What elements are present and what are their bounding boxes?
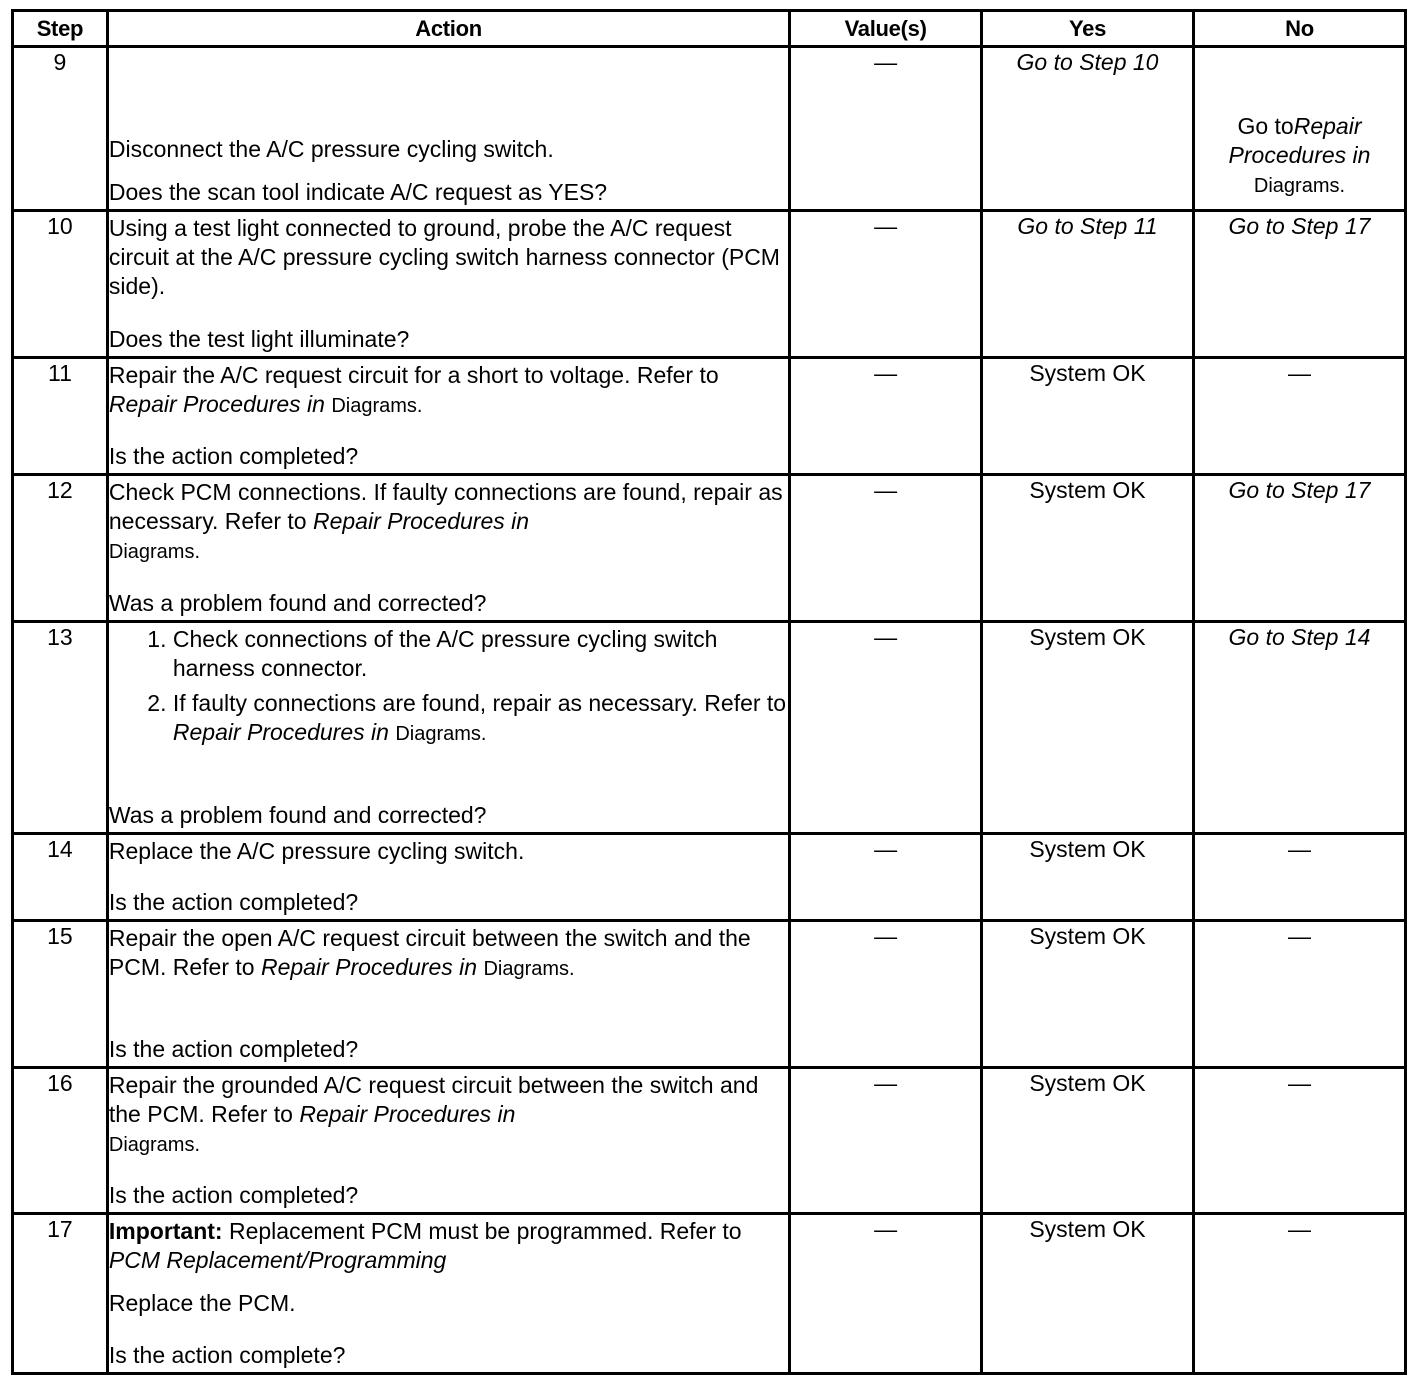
action-text <box>109 924 788 984</box>
step-number <box>13 1214 108 1374</box>
action-text-prefix: If faulty connections are found, repair as necessary. Refer to <box>172 690 787 716</box>
action-ref: Repair Procedures in <box>172 719 389 745</box>
list-item <box>173 689 788 749</box>
action-ref: Repair Procedures in <box>299 1101 516 1127</box>
action-cell <box>107 834 789 921</box>
important-note <box>109 1217 788 1275</box>
action-steps-list <box>109 625 788 749</box>
action-text-prefix: Repair the A/C request circuit for a short to voltage. Refer to <box>108 362 719 388</box>
no-cell: — <box>1193 1214 1405 1374</box>
step-number-text: 12 <box>47 477 73 503</box>
step-number <box>13 622 108 834</box>
step-row-14 <box>13 834 1406 921</box>
header-yes: Yes <box>982 11 1194 47</box>
no-cell: — <box>1193 1068 1405 1214</box>
action-text-prefix: Repair the open A/C request circuit between the switch and the PCM. Refer to <box>108 925 751 980</box>
value-cell: — <box>790 358 982 475</box>
value-cell: — <box>790 834 982 921</box>
action-suffix: Diagrams. <box>395 723 487 745</box>
action-question: Does the test light illuminate? <box>108 326 410 352</box>
step-number-text: 11 <box>47 360 72 386</box>
header-values: Value(s) <box>790 11 982 47</box>
step-row-10 <box>13 211 1406 358</box>
action-cell <box>107 921 789 1068</box>
no-cell: Go to Step 17 <box>1193 475 1405 622</box>
yes-cell: System OK <box>982 358 1194 475</box>
action-cell <box>107 211 789 358</box>
step-number <box>13 921 108 1068</box>
action-text-prefix: Check PCM connections. If faulty connections are found, repair as necessary. Refer to <box>108 479 783 534</box>
step-row-17 <box>13 1214 1406 1374</box>
important-ref: PCM Replacement/Programming <box>108 1247 447 1273</box>
action-question: Was a problem found and corrected? <box>108 802 487 828</box>
no-cell: Go to Step 17 <box>1193 211 1405 358</box>
step-number <box>13 211 108 358</box>
action-cell <box>107 622 789 834</box>
step-number <box>13 834 108 921</box>
yes-cell: System OK <box>982 1068 1194 1214</box>
value-cell: — <box>790 211 982 358</box>
step-row-9 <box>13 47 1406 211</box>
step-number-text: 10 <box>47 213 73 239</box>
action-text-prefix: Repair the grounded A/C request circuit between the switch and the PCM. Refer to <box>108 1072 759 1127</box>
header-no: No <box>1193 11 1405 47</box>
step-row-11 <box>13 358 1406 475</box>
step-row-15 <box>13 921 1406 1068</box>
action-text <box>109 478 788 567</box>
action-cell <box>107 47 789 211</box>
yes-cell: Go to Step 10 <box>982 47 1194 211</box>
action-question: Does the scan tool indicate A/C request as YES? <box>108 179 608 205</box>
step-number-text: 15 <box>47 923 73 949</box>
action-ref: Repair Procedures in <box>108 391 325 417</box>
yes-cell: Go to Step 11 <box>982 211 1194 358</box>
step-number <box>13 47 108 211</box>
action-suffix: Diagrams. <box>331 395 423 417</box>
yes-cell: System OK <box>982 622 1194 834</box>
no-cell: — <box>1193 921 1405 1068</box>
action-cell <box>107 1068 789 1214</box>
yes-cell: System OK <box>982 475 1194 622</box>
value-cell: — <box>790 1214 982 1374</box>
step-row-12 <box>13 475 1406 622</box>
step-row-16 <box>13 1068 1406 1214</box>
header-action: Action <box>107 11 789 47</box>
no-cell: — <box>1193 834 1405 921</box>
no-cell <box>1193 47 1405 211</box>
yes-cell: System OK <box>982 834 1194 921</box>
step-number-text: 13 <box>47 624 73 650</box>
no-goto-prefix: Go to <box>1237 113 1294 139</box>
step-number-text: 9 <box>53 49 67 75</box>
action-question: Is the action completed? <box>108 889 359 915</box>
action-text: Using a test light connected to ground, probe the A/C request circuit at the A/C pressure cycling switch harness connector (PCM side). <box>108 215 780 299</box>
important-text: Replacement PCM must be programmed. Refer to <box>228 1218 742 1244</box>
action-text: Replace the PCM. <box>108 1290 296 1316</box>
no-goto-suffix: Diagrams. <box>1253 175 1346 197</box>
header-row <box>13 11 1406 47</box>
action-suffix: Diagrams. <box>108 1134 201 1156</box>
no-cell: Go to Step 14 <box>1193 622 1405 834</box>
yes-cell: System OK <box>982 921 1194 1068</box>
action-question: Is the action completed? <box>108 1182 359 1208</box>
action-question: Is the action completed? <box>108 443 359 469</box>
value-cell: — <box>790 1068 982 1214</box>
header-step: Step <box>13 11 108 47</box>
no-goto-ref: Repair Procedures in <box>1228 113 1371 168</box>
value-cell: — <box>790 622 982 834</box>
step-number <box>13 1068 108 1214</box>
action-cell <box>107 475 789 622</box>
important-label: Important: <box>108 1218 223 1244</box>
action-text: Replace the A/C pressure cycling switch. <box>108 838 525 864</box>
action-question: Is the action completed? <box>108 1036 359 1062</box>
step-number <box>13 358 108 475</box>
action-suffix: Diagrams. <box>483 958 575 980</box>
yes-cell: System OK <box>982 1214 1194 1374</box>
action-ref: Repair Procedures in <box>260 954 478 980</box>
action-question: Was a problem found and corrected? <box>108 590 487 616</box>
step-number-text: 16 <box>47 1070 73 1096</box>
action-suffix: Diagrams. <box>108 541 201 563</box>
diagnostic-table <box>11 9 1407 1375</box>
value-cell: — <box>790 475 982 622</box>
list-item: 1. Check connections of the A/C pressure cycling switch harness connector. <box>173 625 788 683</box>
action-question: Is the action complete? <box>108 1342 346 1368</box>
action-text <box>109 1071 788 1160</box>
value-cell: — <box>790 47 982 211</box>
step-number-text: 17 <box>47 1216 73 1242</box>
action-cell <box>107 1214 789 1374</box>
no-cell: — <box>1193 358 1405 475</box>
action-text <box>109 361 788 421</box>
step-number-text: 14 <box>47 836 73 862</box>
step-number <box>13 475 108 622</box>
value-cell: — <box>790 921 982 1068</box>
step-row-13 <box>13 622 1406 834</box>
action-cell <box>107 358 789 475</box>
action-ref: Repair Procedures in <box>312 508 530 534</box>
action-text: Disconnect the A/C pressure cycling switch. <box>108 136 554 162</box>
